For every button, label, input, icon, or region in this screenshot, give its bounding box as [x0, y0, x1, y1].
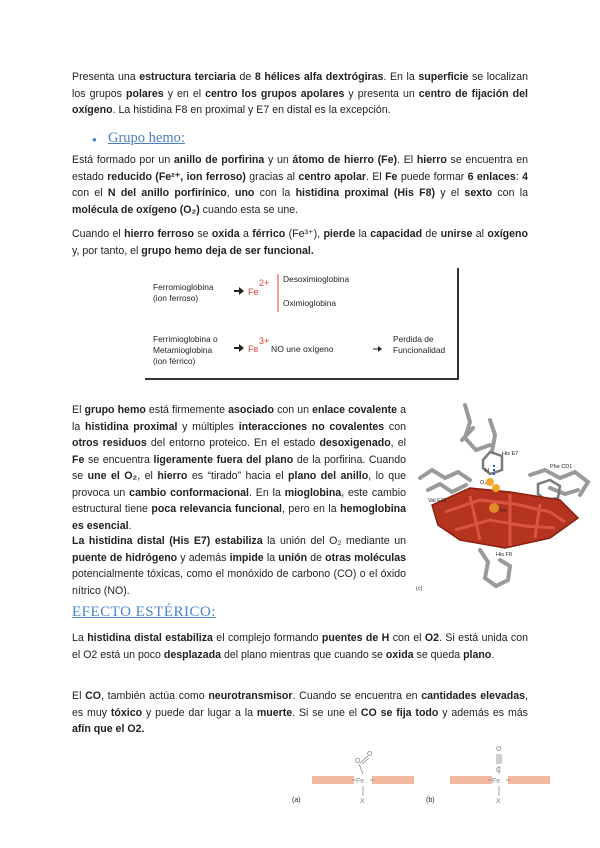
heme-pocket-figure — [410, 400, 595, 595]
ligand-binding-figure — [290, 742, 590, 812]
ferro-label-2: (ion ferroso) — [153, 293, 199, 303]
o-a1-label: O — [355, 758, 361, 765]
iron-atom-icon — [489, 503, 499, 513]
phe-cd1-label: Phe CD1 — [550, 464, 573, 470]
perdida-label-2: Funcionalidad — [393, 345, 446, 355]
ferri-label-2: Metamioglobina — [153, 345, 213, 355]
figure-a-label: (a) — [292, 797, 301, 804]
bullet-icon: ● — [92, 135, 97, 144]
section-heading-grupo-hemo: Grupo hemo: — [108, 130, 185, 146]
section-heading-efecto-esterico: EFECTO ESTÉRICO: — [72, 604, 216, 620]
fe-b-label: Fe — [492, 778, 501, 785]
fe2-symbol: Fe — [248, 287, 259, 297]
fe3-symbol: Fe — [248, 344, 259, 354]
oxi-label: Oximioglobina — [283, 298, 337, 308]
ferri-label-3: (ion férrico) — [153, 356, 196, 366]
no-une-label: NO une oxígeno — [271, 344, 334, 354]
val-e11-label: Val E11 — [428, 498, 447, 504]
figure-c-label: (c) — [416, 586, 423, 592]
deoxi-label: Desoximioglobina — [283, 274, 350, 284]
perdida-label-1: Perdida de — [393, 334, 434, 344]
his-f8-label: His F8 — [496, 552, 512, 558]
heme-plane-a-left — [312, 776, 354, 784]
paragraph-oxidation: Cuando el hierro ferroso se oxida a férrico (Fe³⁺), pierde la capacidad de unirse al oxígeno y, por tanto, el grupo hemo deja de ser funcional. — [72, 228, 528, 257]
paragraph-distal-histidine: La histidina distal (His E7) estabiliza la unión del O₂ mediante un puente de hidrógeno y además impide la unión de otras moléculas potencialmente tóxicas, como el monóxido de carbono (CO) o el óxido nítrico (NO). — [72, 535, 406, 597]
o-a2-label: O — [367, 751, 373, 758]
his-e7-label: His E7 — [502, 451, 519, 457]
fe2-charge: 2+ — [259, 278, 270, 288]
heme-plane-a-right — [372, 776, 414, 784]
figure-b-label: (b) — [426, 797, 435, 804]
c-b-label: C — [496, 767, 502, 774]
paragraph-hemo-description: Está formado por un anillo de porfirina y un átomo de hierro (Fe). El hierro se encuentra en estado reducido (Fe²⁺, ion ferroso) gracias al centro apolar. El Fe puede formar 6 enlaces: 4 con el N del anillo porfirínico, uno con la histidina proximal (His F8) y el sexto con la molécula de oxígeno (O₂) cuando esta se une. — [72, 154, 529, 216]
arrow-icon — [233, 343, 245, 353]
fe-label: Fe — [500, 508, 507, 514]
h-label: H — [485, 468, 489, 474]
ferro-label-1: Ferromioglobina — [153, 282, 214, 292]
heme-plane-b-right — [508, 776, 550, 784]
ferri-label-1: Ferrimioglobina o — [153, 334, 218, 344]
fe3-charge: 3+ — [259, 336, 270, 346]
x-b-label: X — [496, 798, 501, 805]
oxygen-atom-icon — [492, 484, 500, 492]
fe-a-label: Fe — [356, 778, 365, 785]
oxygen-atom-icon — [486, 478, 494, 486]
arrow-icon — [233, 286, 245, 296]
paragraph-conformational-change: El grupo hemo está firmemente asociado con un enlace covalente a la histidina proximal y múltiples interacciones no covalentes con otros residuos del entorno proteico. En el estado desoxigenado, el Fe se encuentra ligeramente fuera del plano de la porfirina. Cuando se une el O₂, el hierro es “tirado” hacia el plano del anillo, lo que provoca un cambio conformacional. En la mioglobina, este cambio estructural tiene poca relevancia funcional, pero en la hemoglobina es esencial. — [72, 404, 406, 532]
x-a-label: X — [360, 798, 365, 805]
paragraph-steric-effect: La histidina distal estabiliza el complejo formando puentes de H con el O2. Si está unida con el O2 está un poco desplazada del plano mientras que cuando se oxida se queda plano. — [72, 632, 528, 661]
small-arrow-icon — [373, 345, 383, 353]
heme-plane-b-left — [450, 776, 492, 784]
paragraph-tertiary-structure: Presenta una estructura terciaria de 8 hélices alfa dextrógiras. En la superficie se localizan los grupos polares y en el centro los grupos apolares y presenta un centro de fijación del oxígeno. La histidina F8 en proximal y E7 en distal es la excepción. — [72, 71, 529, 116]
o-b-label: O — [496, 746, 502, 753]
bracket-icon — [272, 273, 280, 313]
myoglobin-states-diagram — [145, 268, 459, 380]
paragraph-carbon-monoxide: El CO, también actúa como neurotransmisor. Cuando se encuentra en cantidades elevadas, es muy tóxico y puede dar lugar a la muerte. Si se une el CO se fija todo y además es más afín que el O2. — [72, 690, 528, 735]
o2-label: O₂ — [480, 480, 487, 486]
